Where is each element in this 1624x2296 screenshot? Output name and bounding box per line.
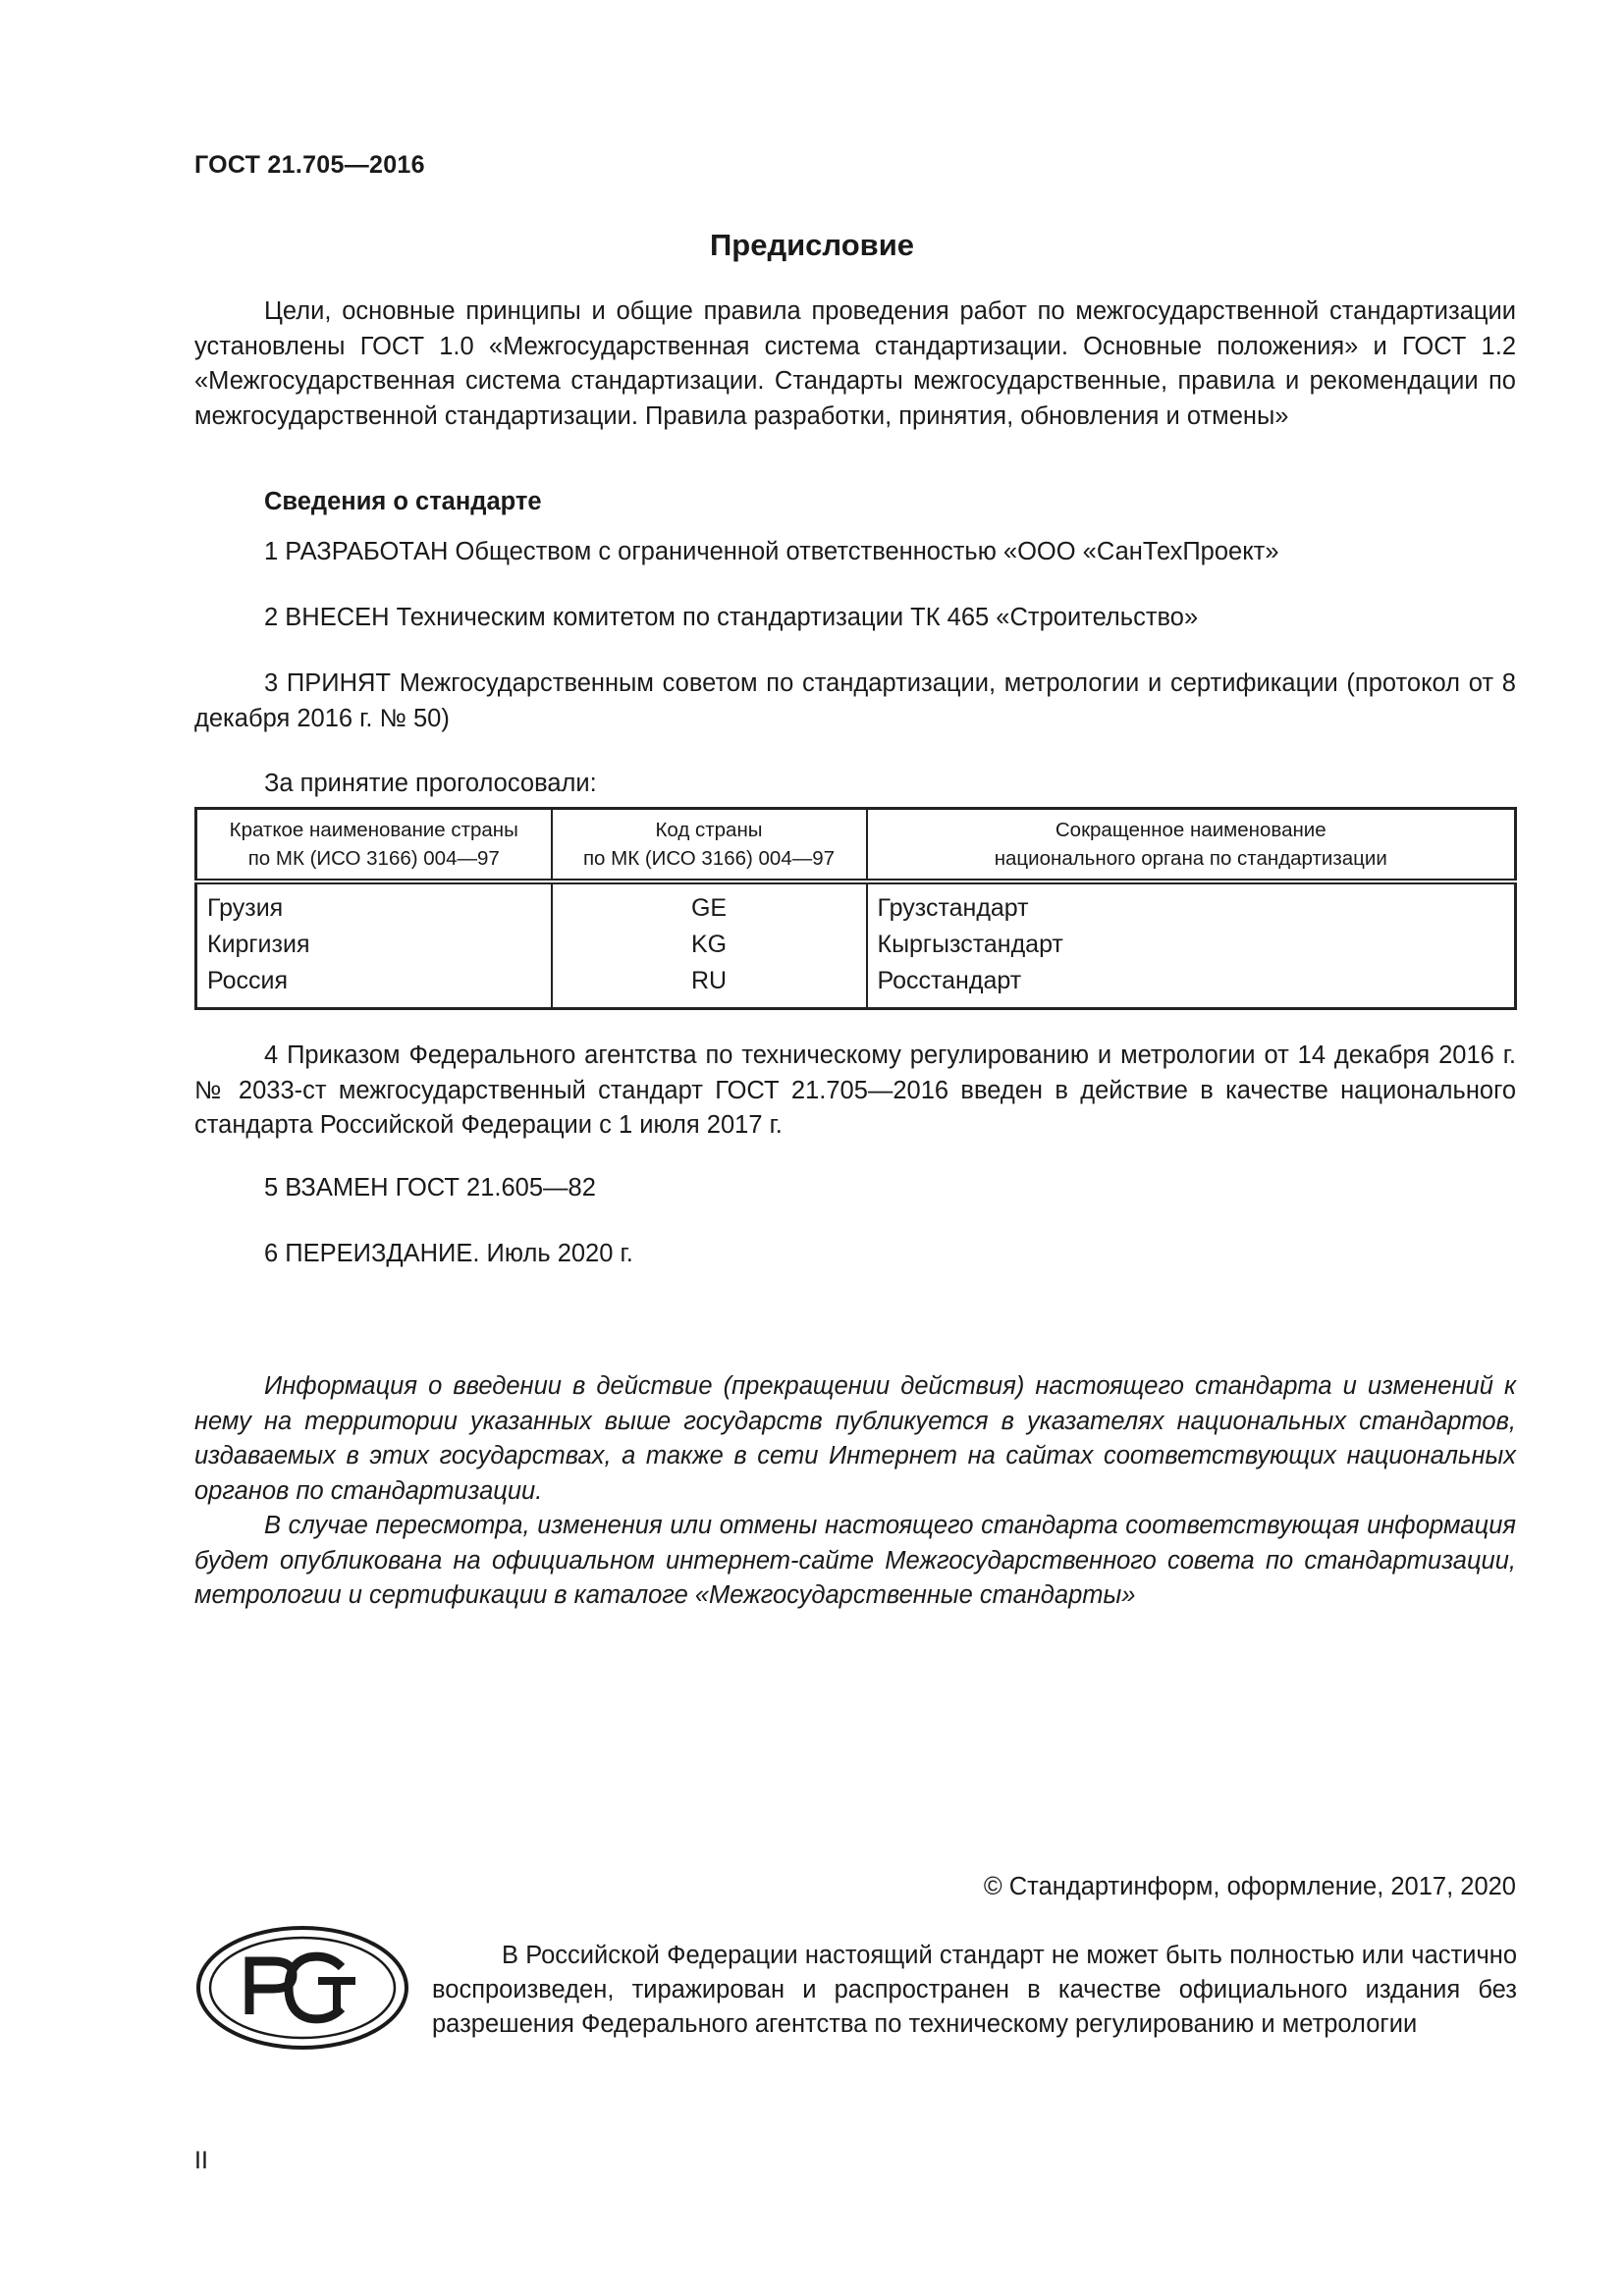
table-row	[196, 963, 1516, 1009]
country-code-cell: GE	[552, 881, 867, 927]
info-italic-paragraph: Информация о введении в действие (прекращении действия) настоящего стандарта и изменений к нему на территории указанных выше государств публикуется в указателях национальных стандартов, издаваемых в этих государствах, а также в сети Интернет на сайтах соответствующих национальных органов по стандартизации.	[194, 1372, 1516, 1505]
standards-body-cell: Росстандарт	[877, 967, 1022, 994]
standards-body-cell: Кыргызстандарт	[877, 931, 1063, 958]
country-cell: Киргизия	[196, 927, 552, 963]
votes-table	[194, 807, 1517, 1010]
country-cell: Грузия	[196, 881, 552, 927]
header-standards-body: Сокращенное наименование национального органа по стандартизации	[867, 809, 1516, 882]
document-code-header: ГОСТ 21.705—2016	[194, 151, 425, 179]
country-code-cell: RU	[552, 963, 867, 1009]
table-row	[196, 927, 1516, 963]
item-developed: 1 РАЗРАБОТАН Обществом с ограниченной ответственностью «ООО «СанТехПроект»	[264, 538, 1279, 565]
copy-protection-notice: В Российской Федерации настоящий стандарт не может быть полностью или частично воспроизведен, тиражирован и распространен в качестве официального издания без разрешения Федерального агентства по техническому регулированию и метрологии	[432, 1942, 1517, 2038]
table-row	[196, 881, 1516, 927]
voted-label: За принятие проголосовали:	[264, 770, 597, 797]
revision-italic-paragraph: В случае пересмотра, изменения или отмены настоящего стандарта соответствующая информация будет опубликована на официальном интернет-сайте Межгосударственного совета по стандартизации, метрологии и сертификации в каталоге «Межгосударственные стандарты»	[194, 1512, 1516, 1609]
country-code-cell: KG	[552, 927, 867, 963]
info-heading: Сведения о стандарте	[264, 488, 542, 515]
copyright-line: © Стандартинформ, оформление, 2017, 2020	[983, 1873, 1516, 1900]
item-introduced: 2 ВНЕСЕН Техническим комитетом по стандартизации ТК 465 «Строительство»	[264, 604, 1199, 631]
intro-paragraph: Цели, основные принципы и общие правила проведения работ по межгосударственной стандартизации установлены ГОСТ 1.0 «Межгосударственная система стандартизации. Основные положения» и ГОСТ 1.2 «Межгосударственная система стандартизации. Стандарты межгосударственные, правила и рекомендации по межгосударственной стандартизации. Правила разработки, принятия, обновления и отмены»	[194, 297, 1516, 430]
item-reissue: 6 ПЕРЕИЗДАНИЕ. Июль 2020 г.	[264, 1240, 633, 1267]
country-cell: Россия	[196, 963, 552, 1009]
item-replaces: 5 ВЗАМЕН ГОСТ 21.605—82	[264, 1174, 596, 1201]
standards-body-cell: Грузстандарт	[877, 894, 1029, 922]
item-adopted: 3 ПРИНЯТ Межгосударственным советом по стандартизации, метрологии и сертификации (протокол от 8 декабря 2016 г. № 50)	[194, 669, 1516, 732]
table-header-row	[196, 809, 1516, 882]
item-order: 4 Приказом Федерального агентства по техническому регулированию и метрологии от 14 декабря 2016 г. № 2033-ст межгосударственный стандарт ГОСТ 21.705—2016 введен в действие в качестве национального стандарта Российской Федерации с 1 июля 2017 г.	[194, 1041, 1516, 1139]
header-country: Краткое наименование страны по МК (ИСО 3166) 004—97	[196, 809, 552, 882]
page-number: II	[194, 2147, 208, 2174]
page-title: Предисловие	[709, 228, 914, 262]
header-country-code: Код страны по МК (ИСО 3166) 004—97	[552, 809, 867, 882]
rst-certification-logo	[194, 1924, 410, 2052]
